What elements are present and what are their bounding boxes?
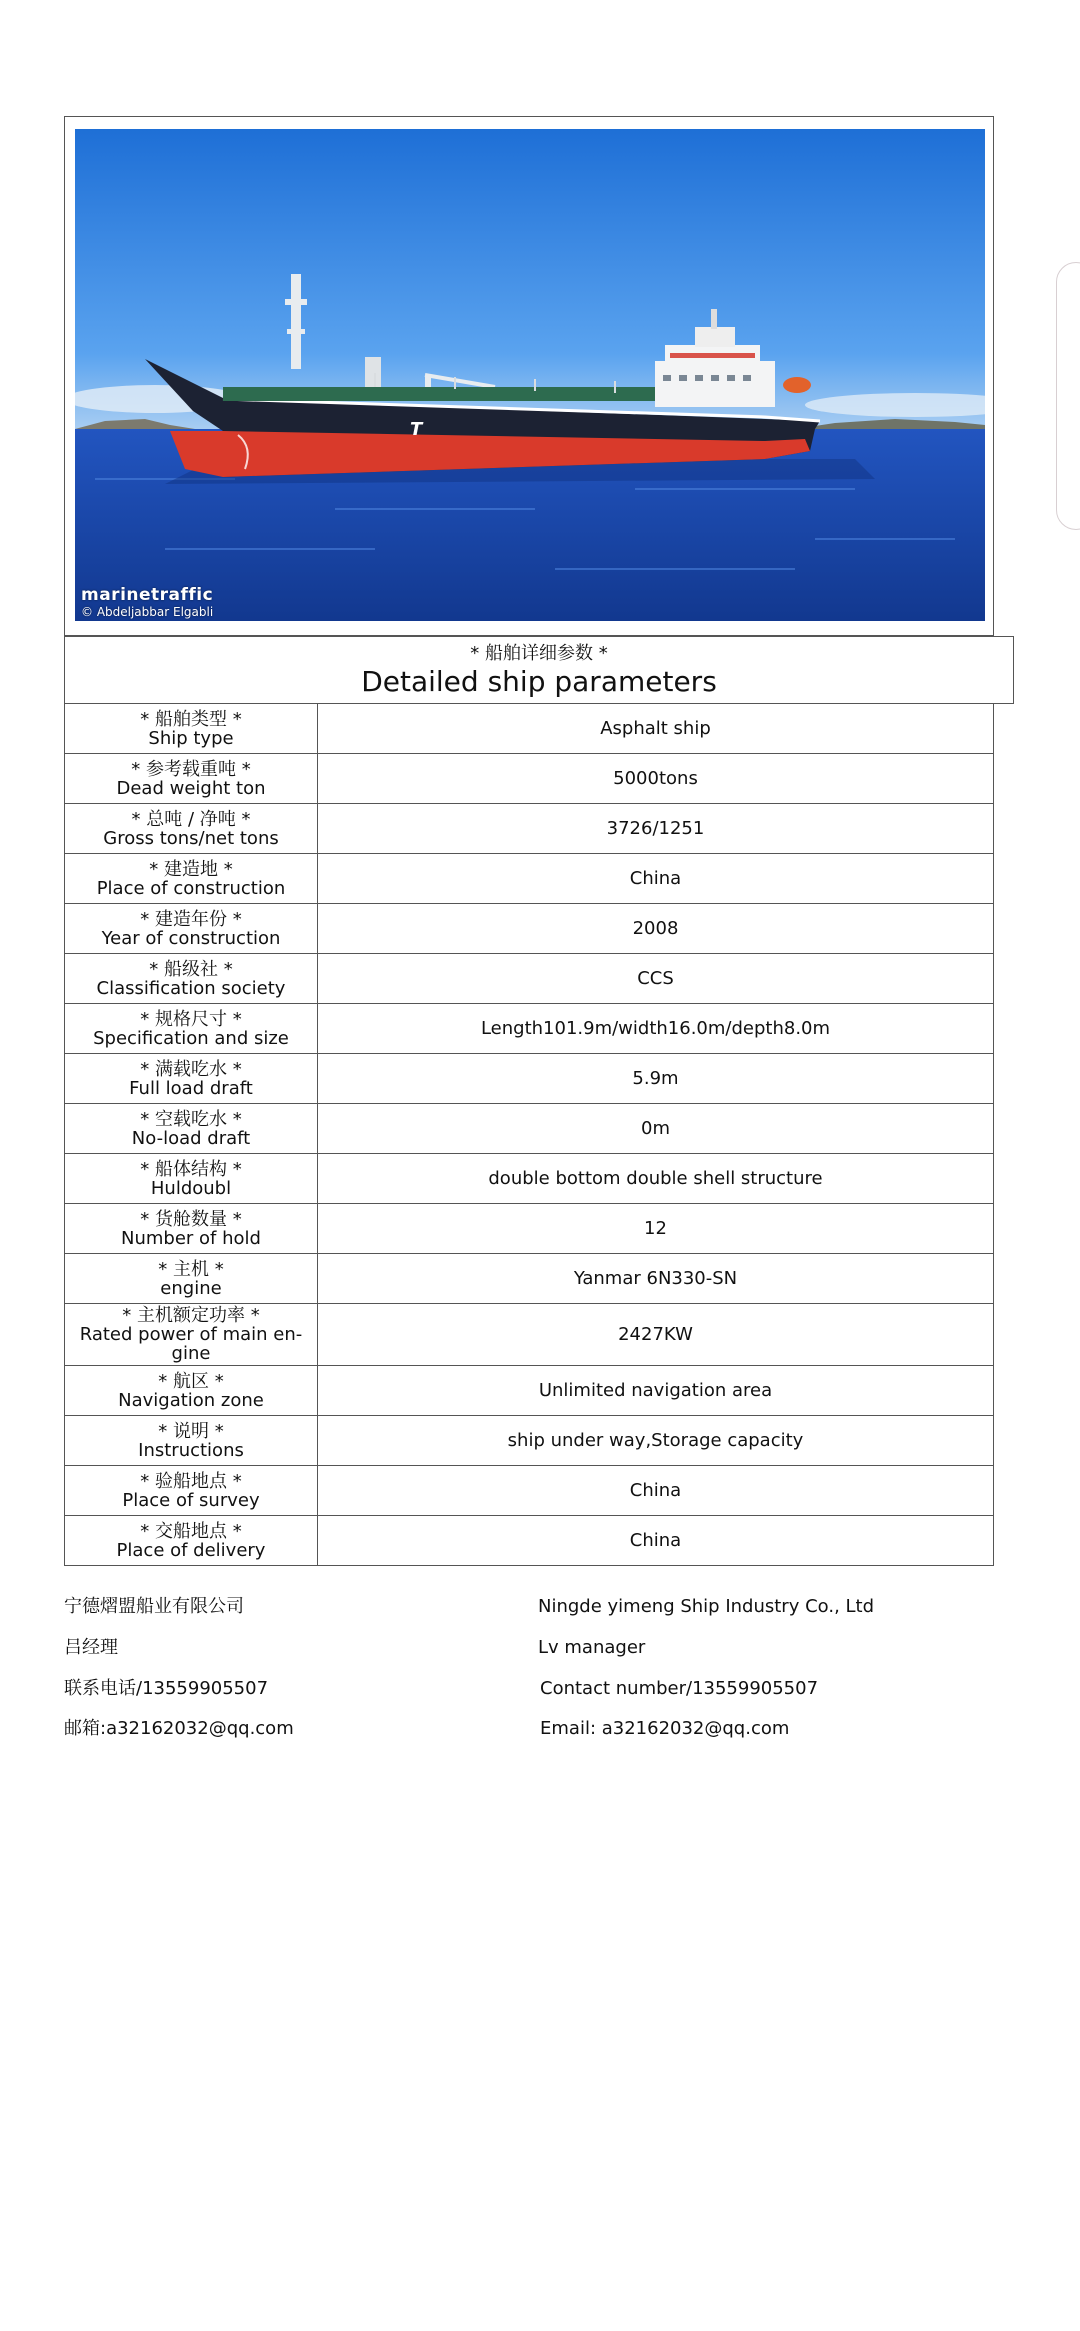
label-cn: * 船舶类型 *: [140, 708, 242, 730]
param-label: [65, 1466, 318, 1516]
label-en: Specification and size: [93, 1027, 289, 1049]
watermark-main: marinetraffic: [81, 585, 214, 605]
label-cn: * 参考载重吨 *: [131, 758, 251, 780]
company-name-en: Ningde yimeng Ship Industry Co., Ltd: [538, 1596, 875, 1617]
param-value: Unlimited navigation area: [318, 1366, 994, 1416]
watermark-credit: © Abdeljabbar Elgabli: [81, 605, 214, 619]
table-row: [65, 904, 994, 954]
label-cn: * 建造地 *: [149, 858, 233, 880]
label-en: Gross tons/net tons: [103, 827, 279, 849]
table-row: [65, 804, 994, 854]
param-value: 2008: [318, 904, 994, 954]
table-row: [65, 854, 994, 904]
label-en: Number of hold: [121, 1227, 261, 1249]
table-row: [65, 704, 994, 754]
param-label: [65, 1104, 318, 1154]
label-en: Place of delivery: [116, 1539, 266, 1561]
label-cn: * 规格尺寸 *: [140, 1008, 242, 1030]
table-row: [65, 1104, 994, 1154]
manager-cn: 吕经理: [64, 1637, 118, 1658]
param-label: [65, 1416, 318, 1466]
label-cn: * 总吨 / 净吨 *: [131, 808, 251, 830]
label-en-wrap: gine: [171, 1343, 211, 1364]
param-value: China: [318, 1466, 994, 1516]
param-value: double bottom double shell structure: [318, 1154, 994, 1204]
label-cn: * 主机 *: [158, 1258, 224, 1280]
table-row: [65, 1466, 994, 1516]
param-value: 3726/1251: [318, 804, 994, 854]
label-en: Huldoubl: [150, 1177, 232, 1199]
param-label: [65, 1054, 318, 1104]
manager-en: Lv manager: [538, 1637, 646, 1658]
param-value: 5000tons: [318, 754, 994, 804]
side-drawer-handle[interactable]: [1056, 262, 1080, 530]
table-row: [65, 1204, 994, 1254]
param-label: [65, 1204, 318, 1254]
label-cn: * 满载吃水 *: [140, 1058, 242, 1080]
param-label: [65, 1254, 318, 1304]
label-cn: * 船级社 *: [149, 958, 233, 980]
label-cn: * 验船地点 *: [140, 1470, 242, 1492]
label-en: Place of survey: [122, 1489, 260, 1511]
label-en: Rated power of main en-: [79, 1324, 303, 1345]
ship-illustration: [75, 129, 985, 621]
photo-watermark: [81, 586, 213, 619]
label-en: Classification society: [96, 977, 286, 999]
param-value: ship under way,Storage capacity: [318, 1416, 994, 1466]
param-label: [65, 704, 318, 754]
label-en: Dead weight ton: [116, 777, 266, 799]
title-en: Detailed ship parameters: [361, 665, 717, 698]
label-en: Full load draft: [129, 1077, 253, 1099]
label-cn: * 主机额定功率 *: [122, 1305, 260, 1326]
param-label: [65, 1154, 318, 1204]
company-name-cn: 宁德熠盟船业有限公司: [64, 1596, 244, 1617]
label-cn: * 航区 *: [158, 1370, 224, 1392]
email-en: Email: a32162032@qq.com: [540, 1718, 790, 1739]
email-cn: 邮箱:a32162032@qq.com: [64, 1718, 294, 1739]
table-row: [65, 754, 994, 804]
param-label: [65, 1304, 318, 1366]
table-row: [65, 954, 994, 1004]
param-label: [65, 954, 318, 1004]
ship-photo: [75, 129, 985, 621]
label-en: Instructions: [138, 1439, 244, 1461]
label-cn: * 空载吃水 *: [140, 1108, 242, 1130]
param-value: Yanmar 6N330-SN: [318, 1254, 994, 1304]
table-row: [65, 1154, 994, 1204]
param-value: 5.9m: [318, 1054, 994, 1104]
table-row: [65, 1366, 994, 1416]
label-en: No-load draft: [131, 1127, 251, 1149]
param-label: [65, 854, 318, 904]
ship-photo-frame: [64, 116, 994, 636]
table-row: [65, 1004, 994, 1054]
label-en: Navigation zone: [118, 1389, 264, 1411]
table-row: [65, 1054, 994, 1104]
param-value: Length101.9m/width16.0m/depth8.0m: [318, 1004, 994, 1054]
table-row: [65, 1254, 994, 1304]
param-value: 2427KW: [318, 1304, 994, 1366]
param-label: [65, 904, 318, 954]
param-label: [65, 804, 318, 854]
params-title: [64, 636, 1014, 704]
table-row: [65, 1516, 994, 1566]
param-label: [65, 754, 318, 804]
table-row: [65, 1416, 994, 1466]
phone-en: Contact number/13559905507: [540, 1678, 819, 1699]
ship-parameters-table: [64, 703, 994, 1566]
param-value: 12: [318, 1204, 994, 1254]
param-value: China: [318, 854, 994, 904]
hull-mark: T: [410, 419, 423, 440]
param-value: 0m: [318, 1104, 994, 1154]
label-cn: * 建造年份 *: [140, 908, 242, 930]
param-value: CCS: [318, 954, 994, 1004]
label-cn: * 货舱数量 *: [140, 1208, 242, 1230]
label-cn: * 说明 *: [158, 1420, 224, 1442]
label-en: engine: [160, 1277, 222, 1299]
label-en: Ship type: [148, 727, 234, 749]
table-row: [65, 1304, 994, 1366]
param-label: [65, 1516, 318, 1566]
param-label: [65, 1366, 318, 1416]
label-en: Year of construction: [101, 927, 281, 949]
param-value: China: [318, 1516, 994, 1566]
param-value: Asphalt ship: [318, 704, 994, 754]
title-cn: * 船舶详细参数 *: [470, 643, 608, 664]
phone-cn: 联系电话/13559905507: [64, 1678, 269, 1699]
label-en: Place of construction: [96, 877, 286, 899]
param-label: [65, 1004, 318, 1054]
label-cn: * 船体结构 *: [140, 1158, 242, 1180]
label-cn: * 交船地点 *: [140, 1520, 242, 1542]
